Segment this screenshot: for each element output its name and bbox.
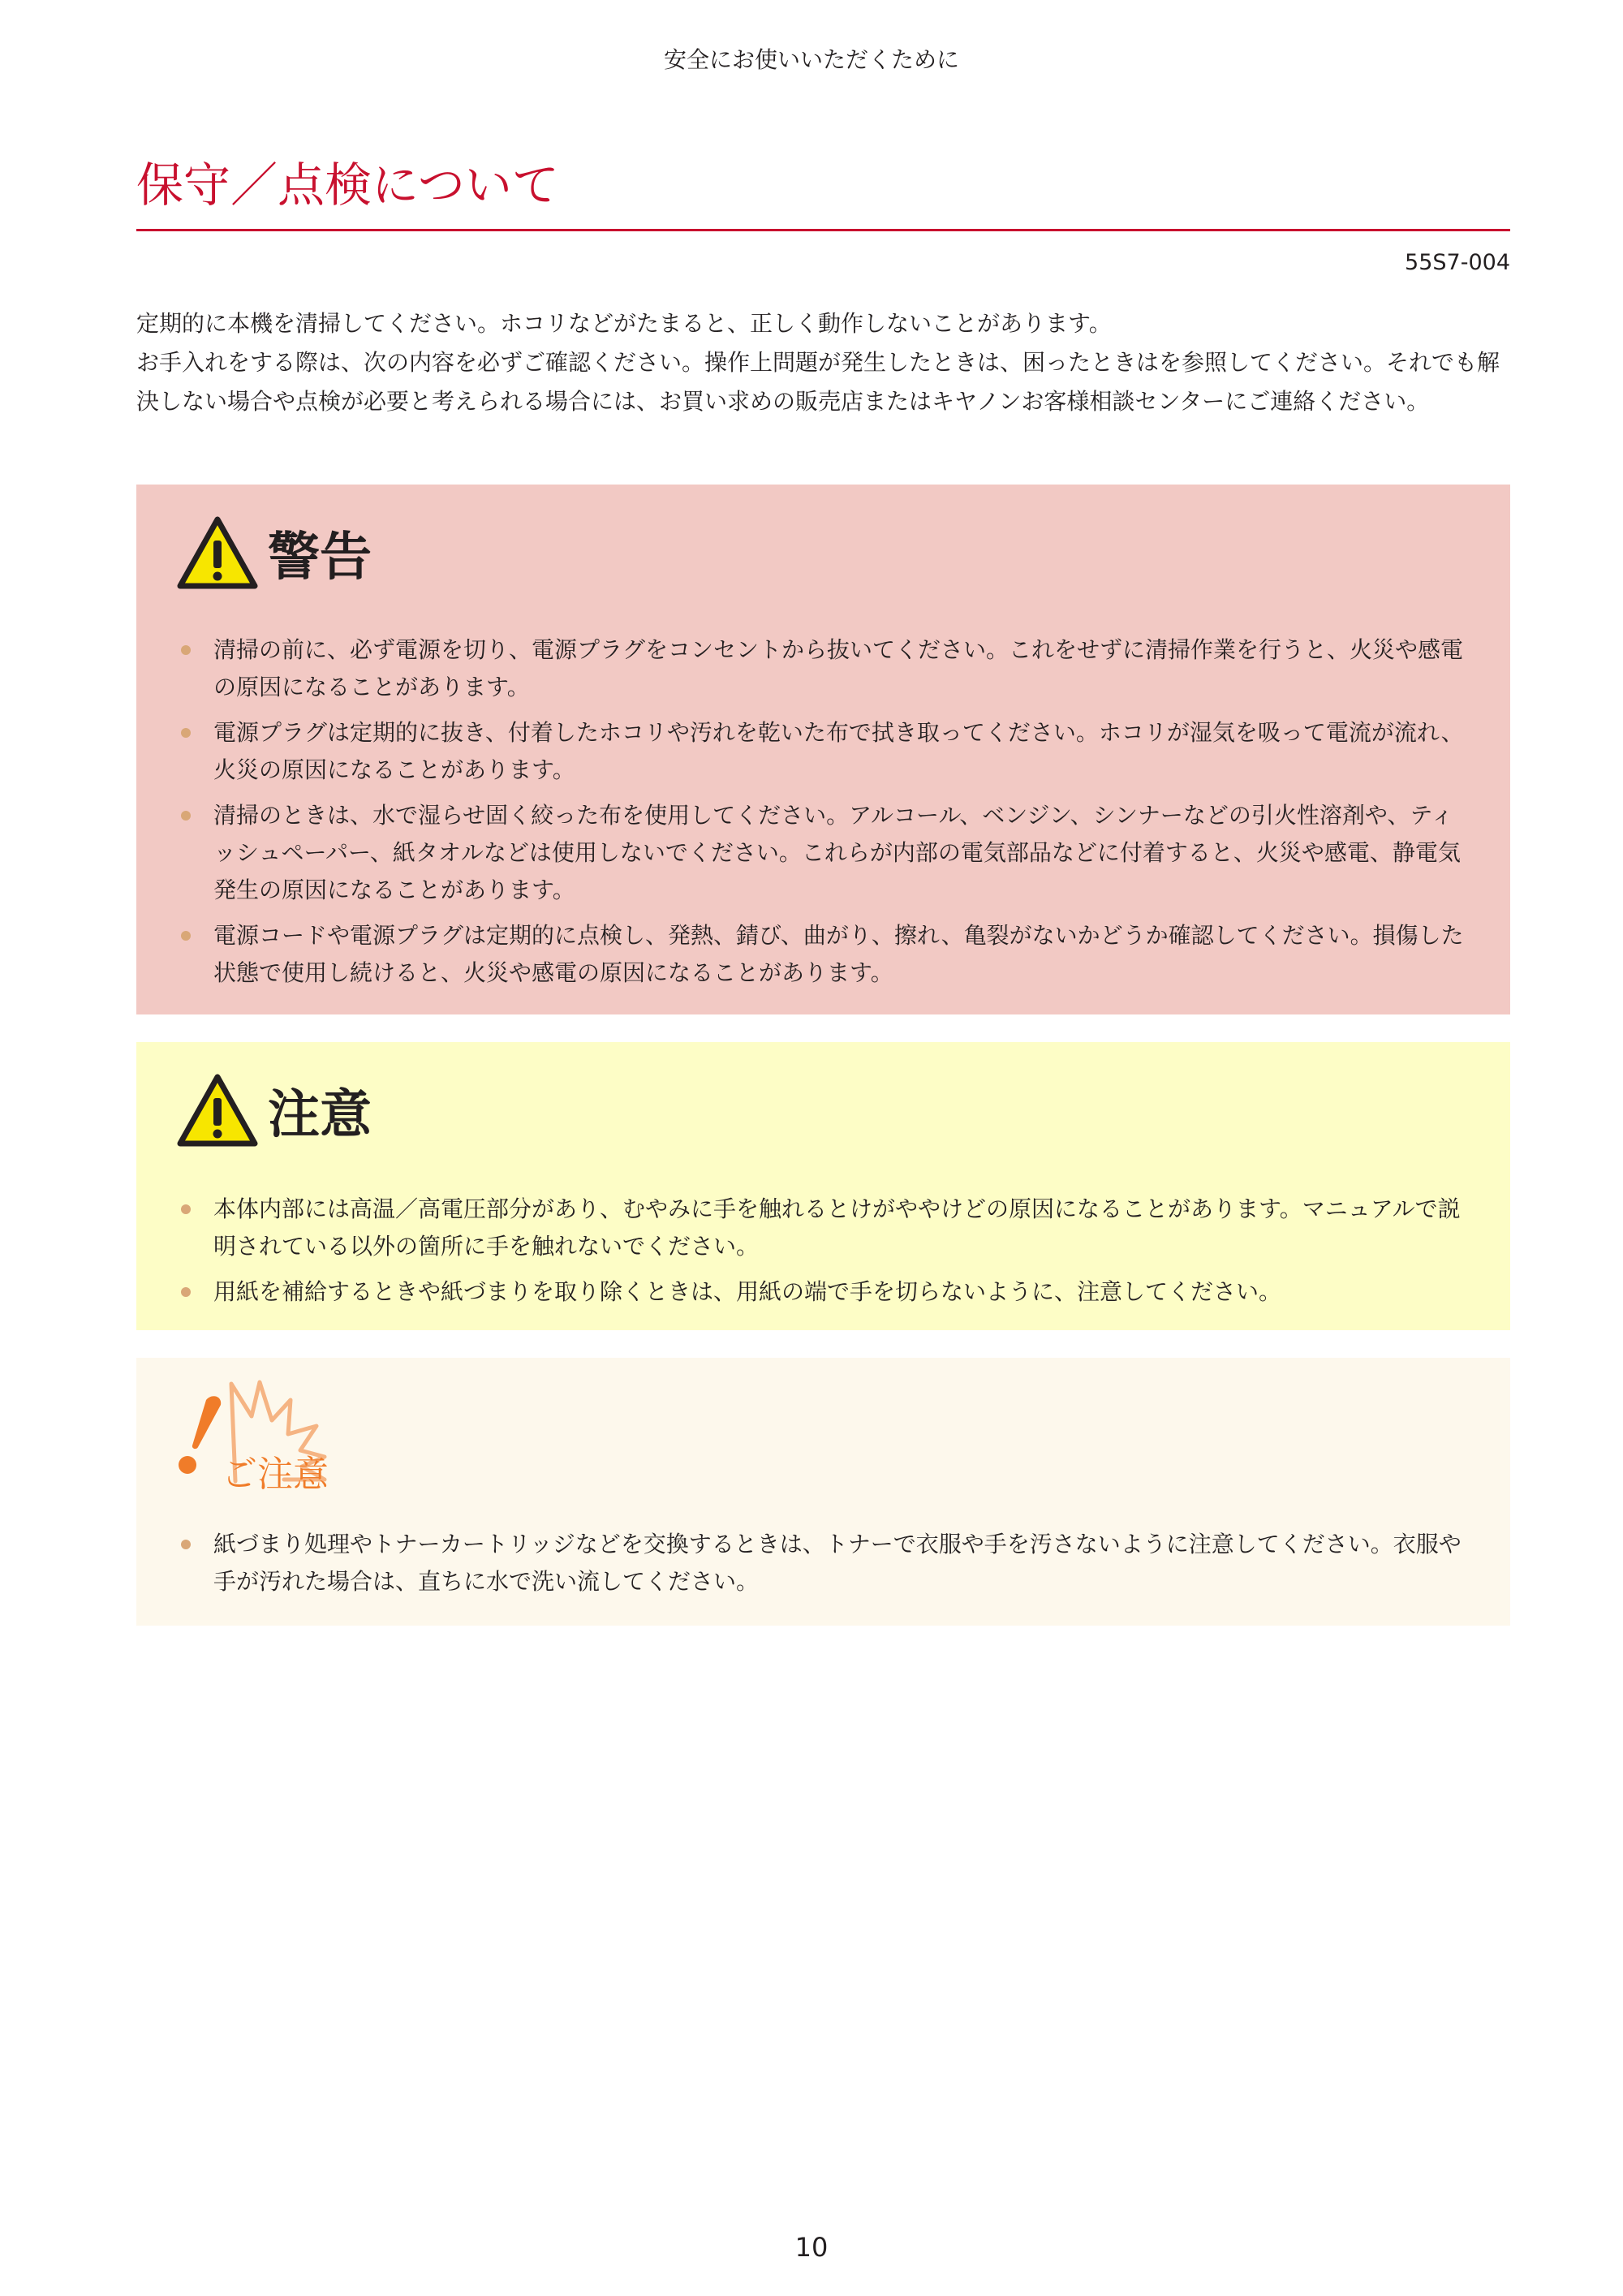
caution-heading-text: 注意 [268, 1085, 372, 1145]
list-item: 電源コードや電源プラグは定期的に点検し、発熱、錆び、曲がり、擦れ、亀裂がないかどうか確認してください。損傷した状態で使用し続けると、火災や感電の原因になることがあります。 [181, 917, 1470, 992]
list-item: 電源プラグは定期的に抜き、付着したホコリや汚れを乾いた布で拭き取ってください。ホコリが湿気を吸って電流が流れ、火災の原因になることがあります。 [181, 714, 1470, 789]
caution-box [136, 1042, 1510, 1330]
warning-triangle-icon [177, 516, 258, 589]
intro-paragraph: お手入れをする際は、次の内容を必ずご確認ください。操作上問題が発生したときは、困ったときはを参照してください。それでも解決しない場合や点検が必要と考えられる場合には、お買い求めの販売店またはキヤノンお客様相談センターにご連絡ください。 [136, 349, 1500, 415]
warning-heading [177, 512, 372, 593]
list-item: 清掃のときは、水で湿らせ固く絞った布を使用してください。アルコール、ベンジン、シンナーなどの引火性溶剤や、ティッシュペーパー、紙タオルなどは使用しないでください。これらが内部の電気部品などに付着すると、火災や感電、静電気発生の原因になることがあります。 [181, 797, 1470, 909]
page-title: 保守／点検について [136, 157, 559, 213]
running-header: 安全にお使いいただくために [663, 46, 959, 73]
caution-list [181, 1191, 1470, 1319]
list-item: 用紙を補給するときや紙づまりを取り除くときは、用紙の端で手を切らないように、注意してください。 [181, 1273, 1470, 1311]
intro-text [136, 304, 1510, 421]
list-item: 清掃の前に、必ず電源を切り、電源プラグをコンセントから抜いてください。これをせずに清掃作業を行うと、火災や感電の原因になることがあります。 [181, 631, 1470, 706]
notice-box [136, 1358, 1510, 1626]
list-item: 紙づまり処理やトナーカートリッジなどを交換するときは、トナーで衣服や手を汚さないように注意してください。衣服や手が汚れた場合は、直ちに水で洗い流してください。 [181, 1526, 1470, 1600]
document-id: 55S7-004 [1405, 250, 1510, 275]
page-number: 10 [794, 2232, 829, 2263]
notice-list [181, 1526, 1470, 1609]
warning-list [181, 631, 1470, 1000]
warning-triangle-icon [177, 1074, 258, 1147]
caution-heading [177, 1070, 372, 1151]
list-item: 本体内部には高温／高電圧部分があり、むやみに手を触れるとけがややけどの原因になることがあります。マニュアルで説明されている以外の箇所に手を触れないでください。 [181, 1191, 1470, 1265]
warning-heading-text: 警告 [268, 528, 372, 588]
notice-heading-text: ご注意 [222, 1454, 329, 1495]
intro-paragraph: 定期的に本機を清掃してください。ホコリなどがたまると、正しく動作しないことがあります。 [136, 310, 1112, 337]
warning-box [136, 485, 1510, 1014]
title-rule [136, 229, 1510, 231]
